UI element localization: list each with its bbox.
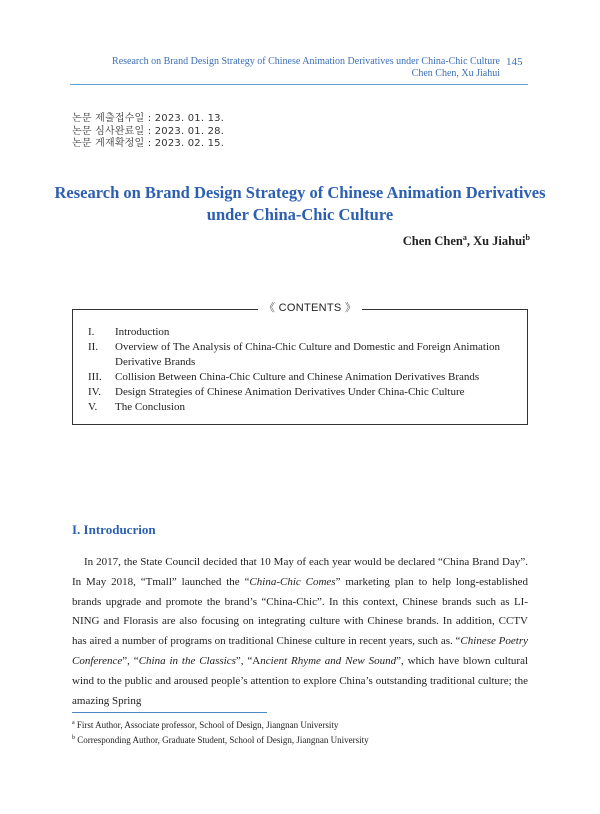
footnote-text: Corresponding Author, Graduate Student, School of Design, Jiangnan University bbox=[75, 735, 369, 745]
author-1-mark: a bbox=[462, 233, 467, 242]
toc-text: Collision Between China-Chic Culture and Chinese Animation Derivatives Brands bbox=[115, 371, 480, 383]
body-text-run: ”, “ bbox=[122, 654, 139, 667]
author-separator: , bbox=[466, 234, 474, 249]
footnote-rule bbox=[72, 712, 267, 713]
body-italic-run: China in the Classics bbox=[138, 654, 236, 667]
author-line bbox=[403, 233, 530, 249]
toc-number: V. bbox=[88, 401, 98, 413]
footnote bbox=[72, 732, 369, 747]
body-text-run: ”, which have blown cultural wind to the public and aroused people’s attention to explore China’s outstanding traditional culture; the amazing Spring bbox=[72, 654, 529, 707]
toc-item bbox=[88, 370, 518, 385]
toc-text: Introduction bbox=[115, 326, 170, 338]
toc-number: IV. bbox=[88, 386, 101, 398]
body-text-run: In 2017, the State Council decided that 10 May of each year would be declared “China Brand Day”. In May 2018, “Tmall” launched the “ bbox=[72, 556, 528, 588]
header-rule bbox=[70, 84, 528, 85]
toc-text: The Conclusion bbox=[115, 401, 185, 413]
footnote bbox=[72, 717, 369, 732]
submission-date: 논문 제출접수일 : 2023. 01. 13. bbox=[72, 113, 225, 124]
author-2: Xu Jiahui bbox=[473, 234, 526, 249]
author-1: Chen Chen bbox=[402, 234, 463, 249]
acceptance-date: 논문 게재확정일 : 2023. 02. 15. bbox=[72, 138, 225, 149]
section-heading: I. Introducrion bbox=[72, 522, 156, 537]
toc-item bbox=[88, 400, 518, 415]
body-paragraph bbox=[72, 553, 528, 711]
body-italic-run: ncient Rhyme and New Sound bbox=[260, 654, 397, 667]
review-date: 논문 심사완료일 : 2023. 01. 28. bbox=[72, 125, 225, 137]
contents-label: 《 CONTENTS 》 bbox=[258, 301, 362, 315]
toc-item bbox=[88, 385, 518, 400]
author-2-mark: b bbox=[525, 233, 530, 242]
body-italic-run: China-Chic Comes bbox=[249, 575, 336, 588]
page-number: 145 bbox=[506, 56, 523, 68]
toc-item bbox=[88, 340, 518, 370]
footnote-mark: b bbox=[72, 735, 75, 741]
paper-title-line1: Research on Brand Design Strategy of Chinese Animation Derivatives bbox=[54, 183, 546, 202]
footnote-text: First Author, Associate professor, School of Design, Jiangnan University bbox=[74, 720, 339, 730]
table-of-contents bbox=[88, 325, 518, 415]
footnote-mark: a bbox=[72, 720, 75, 726]
toc-number: I. bbox=[88, 326, 95, 338]
toc-text: Overview of The Analysis of China-Chic Culture and Domestic and Foreign Animation Derivative Brands bbox=[115, 341, 501, 368]
toc-text: Design Strategies of Chinese Animation Derivatives Under China-Chic Culture bbox=[115, 386, 465, 398]
body-text-run: ” marketing plan to help long-established brands upgrade and promote the brand’s “China-Chic”. In this context, Chinese brands such as LI-NING and Florasis are also focusing on integrating culture with Chinese brands. In addition, CCTV has aired a number of programs on traditional Chinese culture in recent years, such as. “ bbox=[72, 575, 528, 648]
running-head-authors: Chen Chen, Xu Jiahui bbox=[411, 68, 500, 79]
submission-dates bbox=[72, 113, 224, 151]
toc-number: II. bbox=[88, 341, 99, 353]
running-head bbox=[70, 56, 500, 80]
toc-number: III. bbox=[88, 371, 102, 383]
paper-title bbox=[40, 182, 560, 226]
paper-title-line2: under China-Chic Culture bbox=[206, 205, 394, 224]
body-italic-run: Chinese Poetry Conference bbox=[72, 635, 528, 667]
body-text-run: ”, “A bbox=[235, 654, 261, 667]
footnotes bbox=[72, 717, 369, 747]
toc-item bbox=[88, 325, 518, 340]
running-head-title: Research on Brand Design Strategy of Chinese Animation Derivatives under China-Chic Culture bbox=[112, 56, 500, 67]
